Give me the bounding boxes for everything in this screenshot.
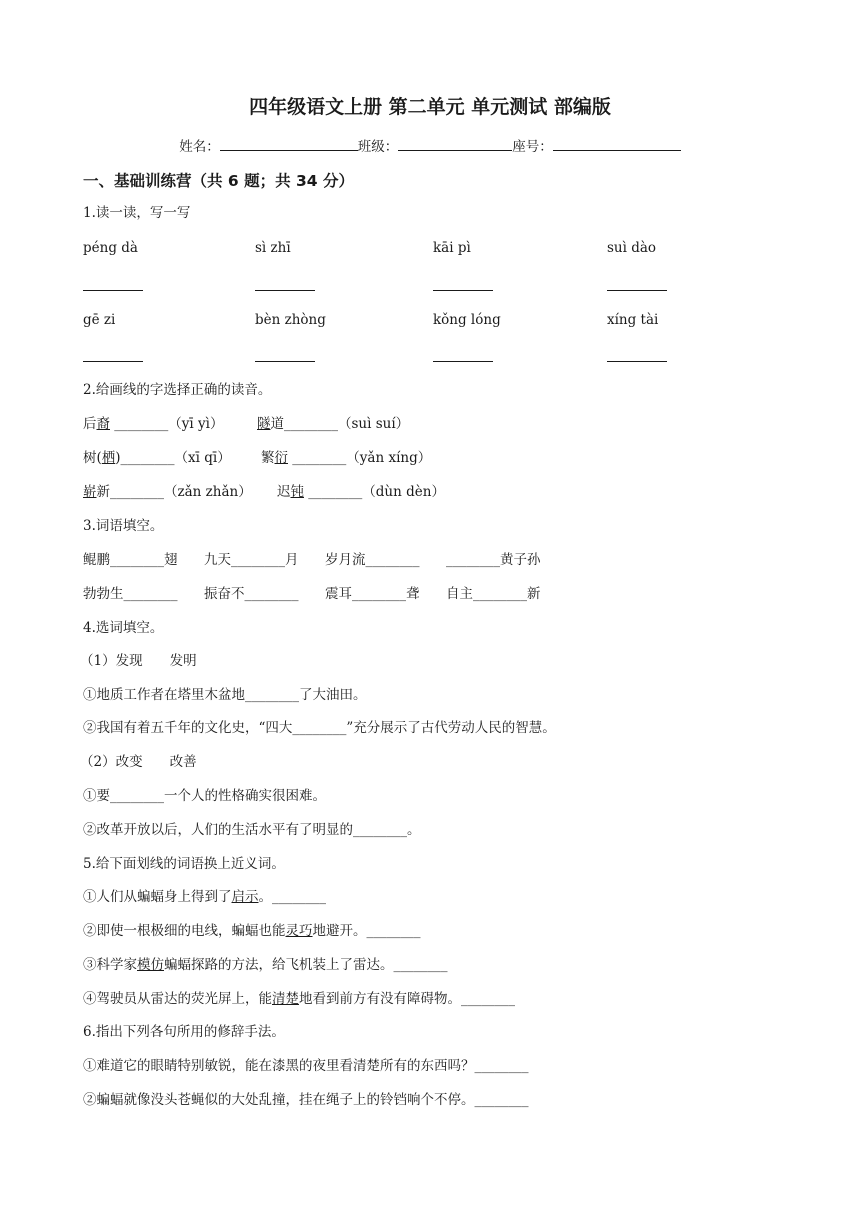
text: ④驾驶员从雷达的荧光屏上，能 xyxy=(83,991,272,1007)
pinyin-8: xíng tài xyxy=(607,312,659,328)
answer-blank[interactable] xyxy=(255,289,315,291)
underlined-word: 清楚 xyxy=(272,991,299,1007)
text: 迟 xyxy=(277,484,291,500)
question-2-prompt: 2.给画线的字选择正确的读音。 xyxy=(83,382,272,398)
name-label: 姓名： xyxy=(179,139,220,155)
text: )________（xī qī） xyxy=(115,450,231,466)
pinyin-3: kāi pì xyxy=(433,240,471,256)
question-line xyxy=(83,449,231,467)
text: ________（yǎn xíng） xyxy=(288,450,432,466)
underlined-word: 灵巧 xyxy=(285,923,313,939)
question-1-prompt: 1.读一读，写一写 xyxy=(83,205,191,221)
idiom-item: 勃勃生________ xyxy=(83,586,178,602)
text: 后 xyxy=(83,416,97,432)
underlined-char: 崭 xyxy=(83,484,97,500)
seat-field[interactable] xyxy=(553,136,681,151)
pinyin-6: bèn zhòng xyxy=(255,312,326,328)
sentence xyxy=(83,990,515,1008)
page-title: 四年级语文上册 第二单元 单元测试 部编版 xyxy=(249,96,611,118)
sentence: ①难道它的眼睛特别敏锐，能在漆黑的夜里看清楚所有的东西吗？________ xyxy=(83,1058,529,1074)
sentence: ②蝙蝠就像没头苍蝇似的大处乱撞，挂在绳子上的铃铛响个不停。________ xyxy=(83,1092,529,1108)
sentence xyxy=(83,956,448,974)
section-heading: 一、基础训练营（共 6 题；共 34 分） xyxy=(83,172,354,190)
underlined-word: 模仿 xyxy=(137,957,164,973)
text: 繁 xyxy=(261,450,275,466)
text: ①人们从蝙蝠身上得到了 xyxy=(83,889,232,905)
word-group: （2）改变 改善 xyxy=(80,754,197,770)
sentence: ②我国有着五千年的文化史，“四大________”充分展示了古代劳动人民的智慧。 xyxy=(83,720,556,736)
text: 道________（suì suí） xyxy=(270,416,410,432)
question-line xyxy=(257,415,409,433)
text: 地避开。________ xyxy=(312,923,421,939)
name-field[interactable] xyxy=(220,136,358,151)
idiom-item: 鲲鹏________翅 xyxy=(83,552,178,568)
underlined-char: 裔 xyxy=(96,416,110,432)
question-6-prompt: 6.指出下列各句所用的修辞手法。 xyxy=(83,1024,285,1040)
question-4-prompt: 4.选词填空。 xyxy=(83,620,164,636)
pinyin-1: péng dà xyxy=(83,240,138,256)
class-field[interactable] xyxy=(398,136,512,151)
text: 。________ xyxy=(258,889,326,905)
question-line xyxy=(83,415,223,433)
underlined-char: 衍 xyxy=(274,450,288,466)
student-info xyxy=(0,135,860,155)
pinyin-7: kǒng lóng xyxy=(433,312,501,328)
idiom-item: ________黄子孙 xyxy=(446,552,541,568)
idiom-item: 九天________月 xyxy=(204,552,299,568)
text: 蝙蝠探路的方法，给飞机装上了雷达。________ xyxy=(164,957,448,973)
pinyin-4: suì dào xyxy=(607,240,657,256)
word-group: （1）发现 发明 xyxy=(80,653,197,669)
text: ________（yī yì） xyxy=(110,416,224,432)
answer-blank[interactable] xyxy=(83,289,143,291)
underlined-char: 栖 xyxy=(101,450,116,466)
sentence xyxy=(83,922,421,940)
question-3-prompt: 3.词语填空。 xyxy=(83,518,164,534)
idiom-item: 震耳________聋 xyxy=(325,586,420,602)
pinyin-2: sì zhī xyxy=(255,240,291,256)
idiom-item: 振奋不________ xyxy=(204,586,299,602)
text: 新________（zǎn zhǎn） xyxy=(96,484,252,500)
answer-blank[interactable] xyxy=(607,289,667,291)
question-line xyxy=(261,449,431,467)
question-5-prompt: 5.给下面划线的词语换上近义词。 xyxy=(83,856,285,872)
sentence: ①地质工作者在塔里木盆地________了大油田。 xyxy=(83,687,367,703)
underlined-word: 启示 xyxy=(231,889,259,905)
idiom-item: 岁月流________ xyxy=(325,552,420,568)
class-label: 班级： xyxy=(357,139,399,155)
pinyin-5: gē zi xyxy=(83,312,116,328)
text: 树( xyxy=(83,450,102,466)
text: ③科学家 xyxy=(83,957,137,973)
idiom-item: 自主________新 xyxy=(446,586,541,602)
text: 地看到前方有没有障碍物。________ xyxy=(299,991,515,1007)
answer-blank[interactable] xyxy=(433,360,493,362)
text: ②即使一根极细的电线，蝙蝠也能 xyxy=(83,923,286,939)
answer-blank[interactable] xyxy=(433,289,493,291)
underlined-char: 隧 xyxy=(257,416,271,432)
question-line xyxy=(277,483,445,501)
text: ________（dùn dèn） xyxy=(304,484,445,500)
answer-blank[interactable] xyxy=(255,360,315,362)
sentence: ①要________一个人的性格确实很困难。 xyxy=(83,788,326,804)
sentence xyxy=(83,888,326,906)
answer-blank[interactable] xyxy=(83,360,143,362)
seat-label: 座号： xyxy=(512,139,553,155)
answer-blank[interactable] xyxy=(607,360,667,362)
underlined-char: 钝 xyxy=(290,484,304,500)
question-line xyxy=(83,483,252,501)
sentence: ②改革开放以后，人们的生活水平有了明显的________。 xyxy=(83,822,421,838)
